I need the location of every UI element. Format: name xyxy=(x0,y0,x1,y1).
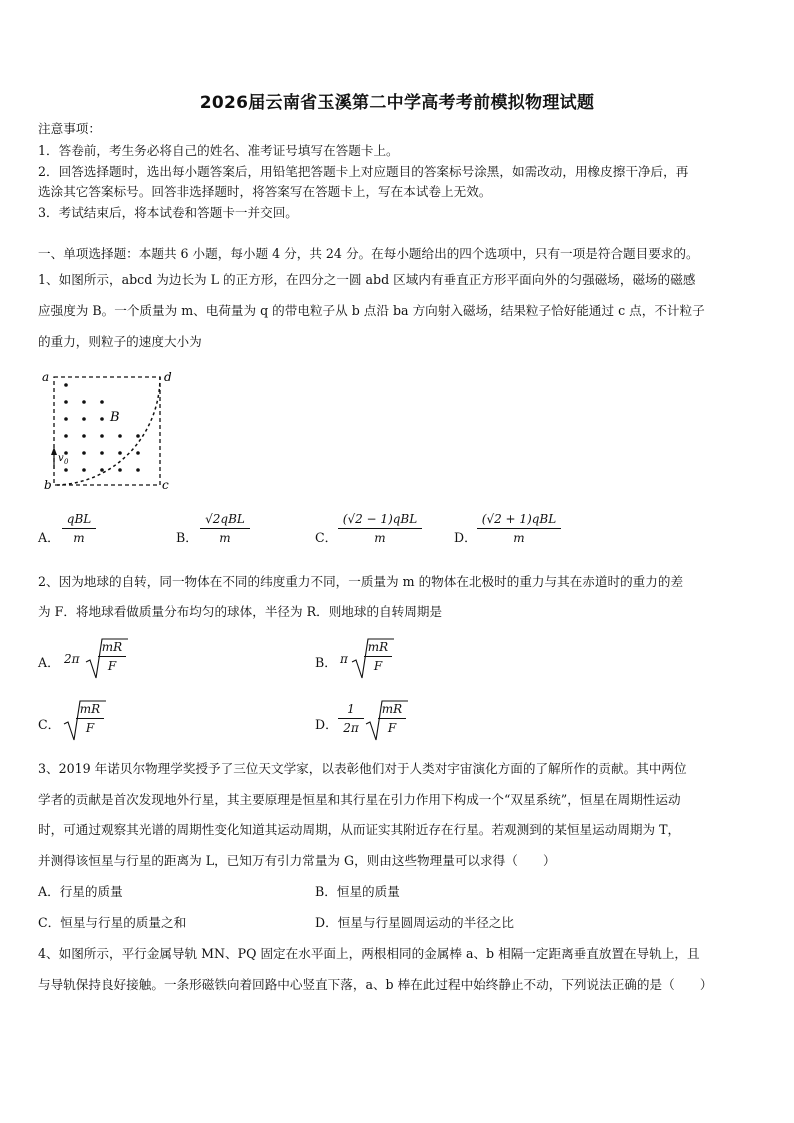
question-3-text: 学者的贡献是首次发现地外行星，其主要原理是恒星和其行星在引力作用下构成一个“双星系统”，恒星在周期性运动 xyxy=(38,792,681,807)
label-v0-subscript: 0 xyxy=(64,458,69,466)
field-dot xyxy=(82,400,86,404)
question-3-text: 3、2019 年诺贝尔物理学奖授予了三位天文学家，以表彰他们对于人类对宇宙演化方面的了解所作的贡献。其中两位 xyxy=(38,761,687,776)
numerator: (√2 − 1)qBL xyxy=(338,512,422,529)
denominator: m xyxy=(374,531,386,545)
question-3-text: 并测得该恒星与行星的距离为 L，已知万有引力常量为 G，则由这些物理量可以求得（ ） xyxy=(38,853,556,868)
radical-fraction xyxy=(76,702,104,735)
field-dot xyxy=(136,451,140,455)
field-dot xyxy=(136,468,140,472)
numerator: mR xyxy=(378,702,406,719)
q1-option-a-label[interactable]: A． xyxy=(38,530,60,545)
label-b: b xyxy=(44,478,52,492)
radical-fraction xyxy=(98,640,126,673)
numerator: mR xyxy=(98,640,126,657)
label-c: c xyxy=(162,478,169,492)
notice-item: 3．考试结束后，将本试卷和答题卡一并交回。 xyxy=(38,205,298,220)
label-v0: v xyxy=(58,453,64,464)
question-2-text: 2、因为地球的自转，同一物体在不同的纬度重力不同，一质量为 m 的物体在北极时的重力与其在赤道时的重力的差 xyxy=(38,574,684,589)
label-field-B: B xyxy=(110,410,120,425)
field-dot xyxy=(100,400,104,404)
q1-option-a-formula[interactable] xyxy=(62,512,96,545)
field-dot xyxy=(64,417,68,421)
field-dot xyxy=(64,451,68,455)
field-dot xyxy=(100,468,104,472)
numerator: qBL xyxy=(62,512,96,529)
question-3-text: 时，可通过观察其光谱的周期性变化知道其运动周期，从而证实其附近存在行星。若观测到的某恒星运动周期为 T， xyxy=(38,822,681,837)
numerator: (√2 + 1)qBL xyxy=(477,512,561,529)
field-dot xyxy=(64,383,68,387)
field-dot xyxy=(64,434,68,438)
field-dot xyxy=(118,434,122,438)
numerator: 1 xyxy=(338,702,364,719)
q1-option-b-label[interactable]: B． xyxy=(176,530,198,545)
notice-item: 2．回答选择题时，选出每小题答案后，用铅笔把答题卡上对应题目的答案标号涂黑，如需改动，用橡皮擦干净后，再 xyxy=(38,164,689,179)
field-dot xyxy=(136,434,140,438)
field-dot xyxy=(100,417,104,421)
q1-option-d-formula[interactable] xyxy=(477,512,561,545)
notice-item: 1．答卷前，考生务必将自己的姓名、准考证号填写在答题卡上。 xyxy=(38,143,399,158)
question-1-text: 1、如图所示，abcd 为边长为 L 的正方形，在四分之一圆 abd 区域内有垂直正方形平面向外的匀强磁场，磁场的磁感 xyxy=(38,272,696,287)
section-heading: 一、单项选择题：本题共 6 小题，每小题 4 分，共 24 分。在每小题给出的四个选项中，只有一项是符合题目要求的。 xyxy=(38,246,699,261)
field-dot xyxy=(82,417,86,421)
q3-option-d[interactable]: D．恒星与行星圆周运动的半径之比 xyxy=(315,915,515,930)
question-4-text: 与导轨保持良好接触。一条形磁铁向着回路中心竖直下落，a、b 棒在此过程中始终静止不动，下列说法正确的是（ ） xyxy=(38,977,713,992)
denominator: 2π xyxy=(343,721,359,735)
label-d: d xyxy=(164,370,172,384)
question-4-text: 4、如图所示，平行金属导轨 MN、PQ 固定在水平面上，两根相同的金属棒 a、b 相隔一定距离垂直放置在导轨上，且 xyxy=(38,946,700,961)
q1-option-c-label[interactable]: C． xyxy=(315,530,338,545)
coefficient: π xyxy=(340,652,348,666)
numerator: mR xyxy=(76,702,104,719)
radical-fraction xyxy=(364,640,392,673)
q1-option-b-formula[interactable] xyxy=(200,512,250,545)
q3-option-a[interactable]: A．行星的质量 xyxy=(38,884,123,899)
question-1-text: 应强度为 B。一个质量为 m、电荷量为 q 的带电粒子从 b 点沿 ba 方向射入磁场，结果粒子恰好能通过 c 点，不计粒子 xyxy=(38,303,705,318)
denominator: m xyxy=(513,531,525,545)
field-dot xyxy=(118,451,122,455)
numerator: √2qBL xyxy=(200,512,250,529)
denominator: F xyxy=(107,659,117,673)
radical-fraction xyxy=(378,702,406,735)
q3-option-b[interactable]: B．恒星的质量 xyxy=(315,884,400,899)
field-dot xyxy=(82,468,86,472)
field-dot xyxy=(64,468,68,472)
field-dot xyxy=(100,451,104,455)
q2-option-d-label[interactable]: D． xyxy=(315,717,338,732)
question-1-figure xyxy=(36,365,186,495)
notice-item: 选涂其它答案标号。回答非选择题时，将答案写在答题卡上，写在本试卷上无效。 xyxy=(38,184,492,199)
coefficient-fraction xyxy=(338,702,364,735)
denominator: m xyxy=(219,531,231,545)
denominator: m xyxy=(73,531,85,545)
denominator: F xyxy=(387,721,397,735)
q3-option-c[interactable]: C．恒星与行星的质量之和 xyxy=(38,915,187,930)
question-1-text: 的重力，则粒子的速度大小为 xyxy=(38,334,202,349)
field-dot xyxy=(118,468,122,472)
field-dot xyxy=(100,434,104,438)
field-dot xyxy=(64,400,68,404)
q1-option-d-label[interactable]: D． xyxy=(454,530,477,545)
q2-option-b-label[interactable]: B． xyxy=(315,655,337,670)
field-dot xyxy=(82,434,86,438)
numerator: mR xyxy=(364,640,392,657)
denominator: F xyxy=(85,721,95,735)
field-dot xyxy=(82,451,86,455)
q2-option-a-label[interactable]: A． xyxy=(38,655,60,670)
page-title: 2026届云南省玉溪第二中学高考考前模拟物理试题 xyxy=(199,93,595,113)
q1-option-c-formula[interactable] xyxy=(338,512,422,545)
coefficient: 2π xyxy=(64,652,80,666)
q2-option-c-label[interactable]: C． xyxy=(38,717,61,732)
label-a: a xyxy=(42,370,50,384)
denominator: F xyxy=(373,659,383,673)
notice-heading: 注意事项： xyxy=(38,121,101,136)
question-2-text: 为 F．将地球看做质量分布均匀的球体，半径为 R．则地球的自转周期是 xyxy=(38,604,443,619)
